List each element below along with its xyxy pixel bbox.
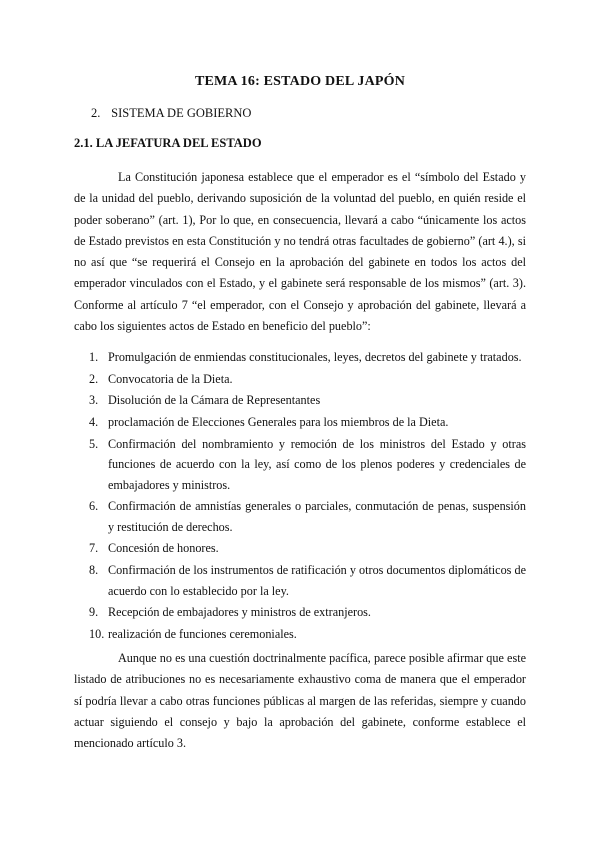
list-item — [74, 496, 526, 537]
list-item-text: Recepción de embajadores y ministros de extranjeros. — [108, 605, 371, 620]
intro-paragraph: La Constitución japonesa establece que el emperador es el “símbolo del Estado y de la unidad del pueblo, derivando suposición de la voluntad del pueblo, en quién reside el poder soberano” (art. 1), Por lo que, en consecuencia, llevará a cabo “únicamente los actos de Estado previstos en esta Constitución y no tendrá otras facultades de gobierno” (art 4.), si no así que “se requerirá el Consejo en la aprobación del gabinete en todos los actos del emperador vinculados con el Estado, y el gabinete será responsable de los mismos” (art. 3). Conforme al artículo 7 “el emperador, con el Consejo y aprobación del gabinete, llevará a cabo los siguientes actos de Estado en beneficio del pueblo”: — [74, 170, 526, 334]
list-item-text: Concesión de honores. — [108, 541, 219, 556]
list-item-number: 1. — [89, 350, 99, 364]
list-item-number: 5. — [89, 436, 99, 451]
closing-paragraph: Aunque no es una cuestión doctrinalmente pacífica, parece posible afirmar que este listado de atribuciones no es necesariamente exhaustivo coma de manera que el emperador sí podría llevar a cabo otras funciones públicas al margen de las referidas, siempre y cuando actuar siguiendo el consejo y bajo la aprobación del gabinete, conforme establece el mencionado artículo 3. — [74, 651, 526, 751]
list-item-number: 10. — [89, 626, 105, 641]
list-item — [74, 602, 526, 622]
subsection-heading: 2.1. LA JEFATURA DEL ESTADO — [74, 136, 262, 150]
list-item-number: 6. — [89, 499, 99, 514]
list-item-text: proclamación de Elecciones Generales para los miembros de la Dieta. — [108, 415, 449, 430]
list-item — [74, 560, 526, 601]
list-item-number: 9. — [89, 605, 99, 620]
list-item-number: 8. — [89, 563, 99, 578]
acts-of-state-list — [74, 347, 526, 646]
list-item-text: Confirmación de amnistías generales o parciales, conmutación de penas, suspensión y restitución de derechos. — [108, 499, 526, 534]
list-item-number: 4. — [89, 415, 99, 430]
section-heading — [91, 106, 251, 121]
list-item — [74, 538, 526, 558]
list-item — [74, 434, 526, 495]
list-item-text: Promulgación de enmiendas constitucionales, leyes, decretos del gabinete y tratados. — [108, 350, 522, 364]
list-item — [74, 412, 526, 432]
list-item — [74, 347, 526, 367]
list-item-text: Convocatoria de la Dieta. — [108, 371, 233, 386]
list-item-number: 7. — [89, 541, 99, 556]
list-item-text: Disolución de la Cámara de Representantes — [108, 393, 321, 408]
list-item-text: Confirmación de los instrumentos de ratificación y otros documentos diplomáticos de acuerdo con lo establecido por la ley. — [108, 563, 526, 598]
list-item-text: realización de funciones ceremoniales. — [108, 626, 297, 641]
section-label: SISTEMA DE GOBIERNO — [111, 106, 252, 120]
document-title: TEMA 16: ESTADO DEL JAPÓN — [194, 74, 406, 89]
list-item — [74, 390, 526, 410]
list-item-text: Confirmación del nombramiento y remoción de los ministros del Estado y otras funciones de acuerdo con la ley, así como de los plenos poderes y credenciales de embajadores y ministros. — [108, 436, 526, 492]
list-item-number: 2. — [89, 371, 99, 386]
list-item — [74, 624, 526, 644]
section-number: 2. — [91, 106, 101, 120]
list-item-number: 3. — [89, 393, 99, 408]
list-item — [74, 369, 526, 389]
